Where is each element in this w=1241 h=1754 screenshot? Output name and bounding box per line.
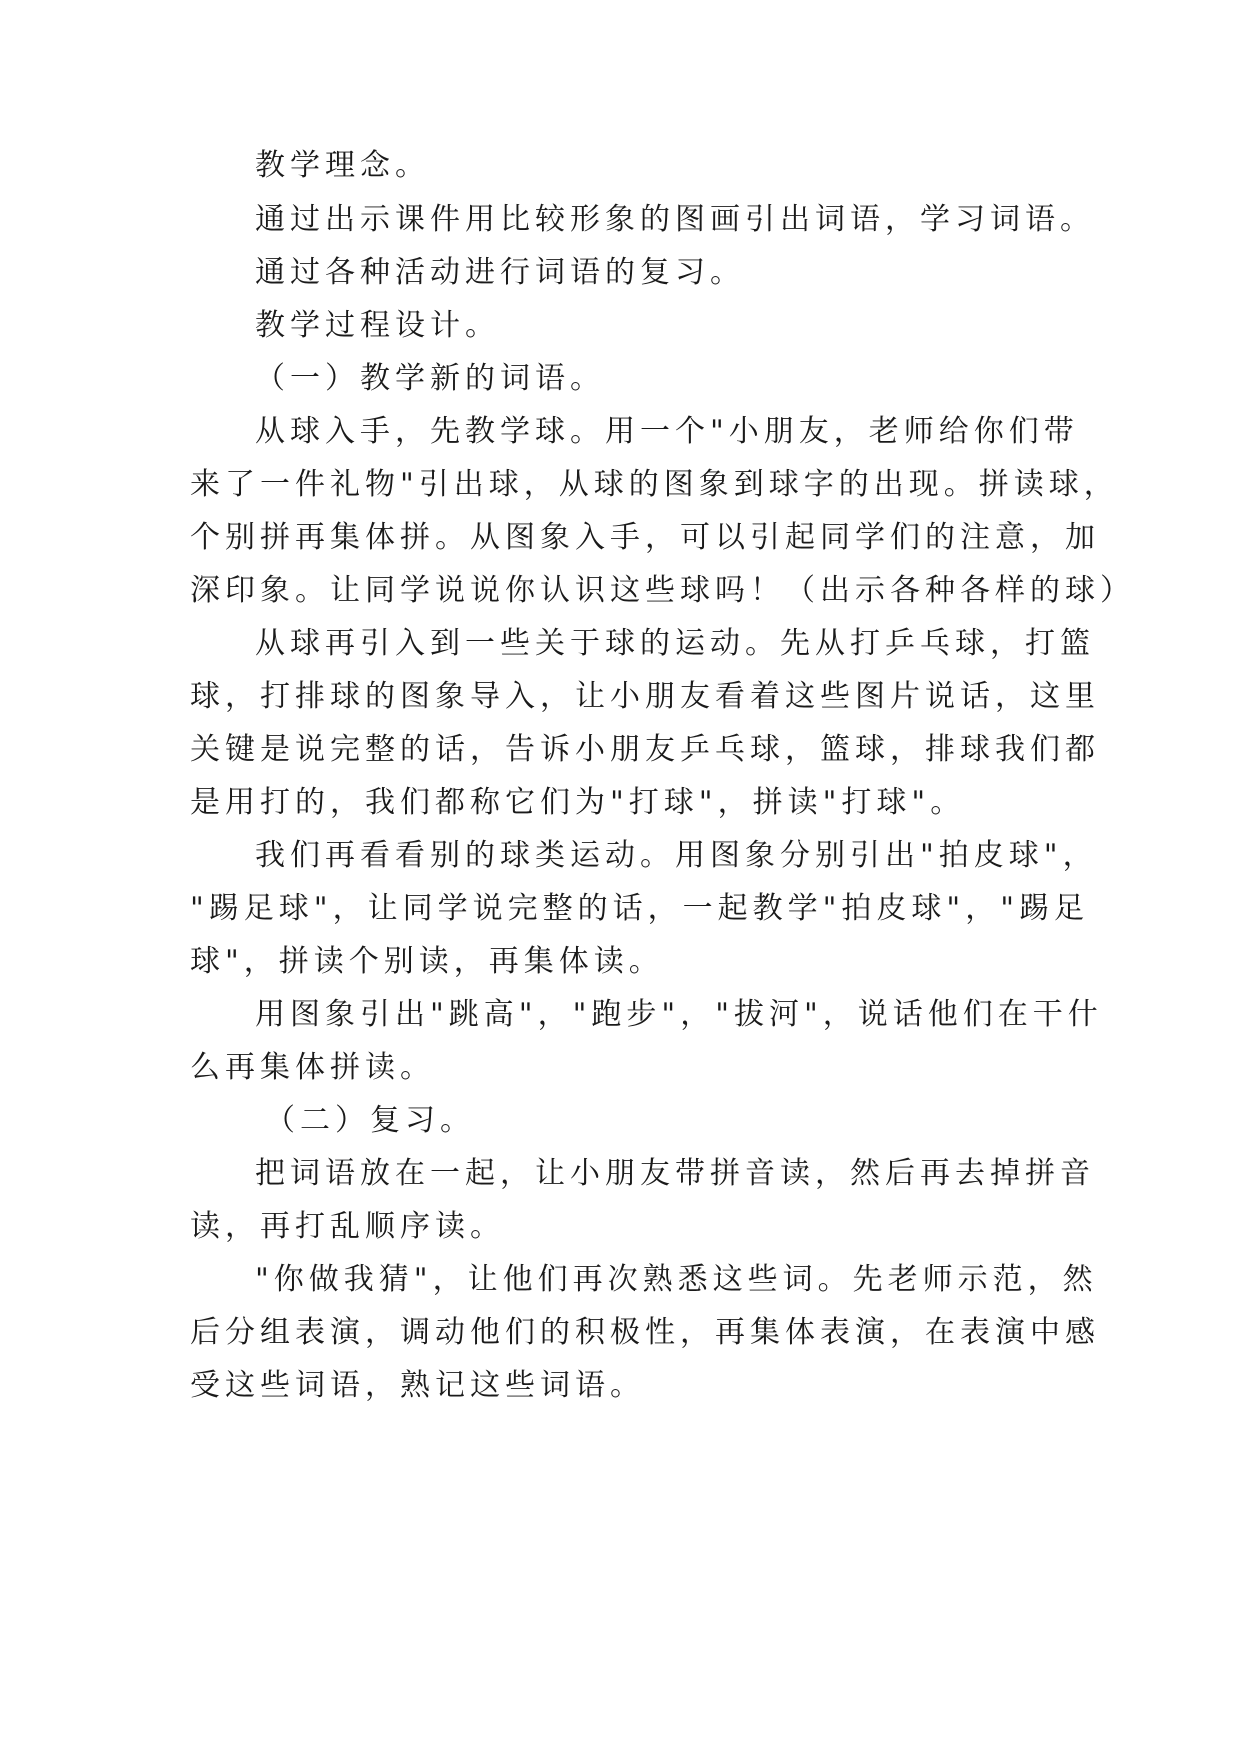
text-line: 深印象。让同学说说你认识这些球吗！（出示各种各样的球）	[190, 573, 1135, 608]
text-line: 从球入手，先教学球。用一个"小朋友，老师给你们带	[255, 414, 1079, 449]
text-line: 教学理念。	[255, 148, 430, 183]
text-line: 通过各种活动进行词语的复习。	[255, 255, 745, 290]
text-line: 球，打排球的图象导入，让小朋友看着这些图片说话，这里	[190, 679, 1100, 714]
text-line: "踢足球"，让同学说完整的话，一起教学"拍皮球"，"踢足	[190, 891, 1089, 926]
text-line: 后分组表演，调动他们的积极性，再集体表演，在表演中感	[190, 1315, 1100, 1350]
text-line: 通过出示课件用比较形象的图画引出词语，学习词语。	[255, 202, 1095, 237]
text-line: 么再集体拼读。	[190, 1050, 435, 1085]
text-line: 读，再打乱顺序读。	[190, 1209, 505, 1244]
text-line: 是用打的，我们都称它们为"打球"，拼读"打球"。	[190, 785, 966, 820]
text-line: 从球再引入到一些关于球的运动。先从打乒乓球，打篮	[255, 626, 1095, 661]
section-heading: （一）教学新的词语。	[255, 361, 605, 396]
text-line: 教学过程设计。	[255, 308, 500, 343]
text-line: 个别拼再集体拼。从图象入手，可以引起同学们的注意，加	[190, 520, 1100, 555]
section-heading: （二）复习。	[265, 1103, 475, 1138]
text-line: 关键是说完整的话，告诉小朋友乒乓球，篮球，排球我们都	[190, 732, 1100, 767]
text-line: 球"，拼读个别读，再集体读。	[190, 944, 664, 979]
text-line: 把词语放在一起，让小朋友带拼音读，然后再去掉拼音	[255, 1156, 1095, 1191]
text-line: "你做我猜"，让他们再次熟悉这些词。先老师示范，然	[255, 1262, 1098, 1297]
text-line: 用图象引出"跳高"，"跑步"，"拔河"，说话他们在干什	[255, 997, 1103, 1032]
text-line: 受这些词语，熟记这些词语。	[190, 1368, 645, 1403]
text-line: 我们再看看别的球类运动。用图象分别引出"拍皮球"，	[255, 838, 1098, 873]
text-line: 来了一件礼物"引出球，从球的图象到球字的出现。拼读球，	[190, 467, 1119, 502]
